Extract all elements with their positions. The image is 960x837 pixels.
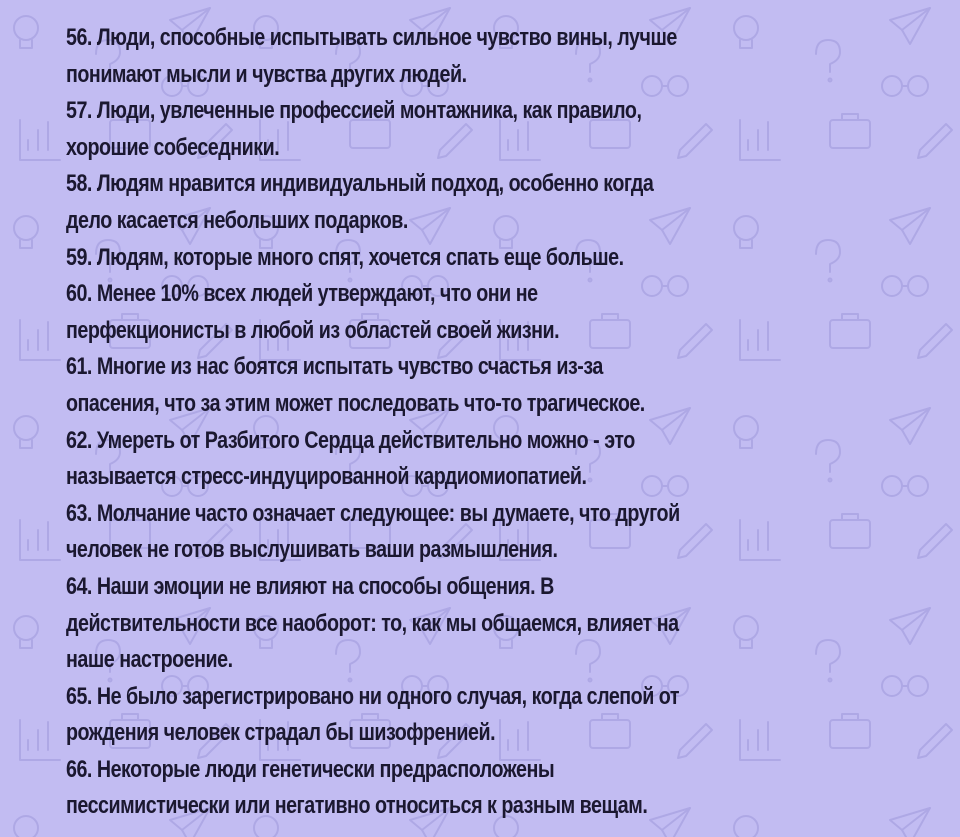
fact-line: дело касается небольших подарков. (66, 206, 408, 234)
fact-paragraph (66, 349, 894, 422)
fact-paragraph (66, 20, 894, 93)
fact-paragraph (66, 569, 894, 679)
fact-paragraph (66, 166, 894, 239)
fact-line: 56. Люди, способные испытывать сильное чувство вины, лучше (66, 24, 677, 51)
fact-line: 59. Людям, которые много спят, хочется спать еще больше. (66, 243, 624, 271)
fact-line: 65. Не было зарегистрировано ни одного случая, когда слепой от (66, 682, 679, 710)
fact-line: 58. Людям нравится индивидуальный подход, особенно когда (66, 170, 654, 198)
fact-paragraph (66, 679, 894, 752)
fact-paragraph (66, 496, 894, 569)
fact-line: наше настроение. (66, 646, 233, 674)
fact-line: понимают мысли и чувства других людей. (66, 60, 467, 88)
fact-line: 60. Менее 10% всех людей утверждают, что они не (66, 280, 538, 308)
fact-line: пессимистически или негативно относиться к разным вещам. (66, 792, 648, 820)
fact-line: перфекционисты в любой из областей своей жизни. (66, 316, 560, 344)
fact-line: 61. Многие из нас боятся испытать чувство счастья из-за (66, 353, 603, 381)
fact-line: хорошие собеседники. (66, 133, 280, 161)
fact-line: действительности все наоборот: то, как мы общаемся, влияет на (66, 609, 679, 637)
fact-paragraph (66, 93, 894, 166)
fact-line: человек не готов выслушивать ваши размышления. (66, 536, 558, 564)
fact-line: 64. Наши эмоции не влияют на способы общения. В (66, 572, 554, 600)
facts-list (66, 20, 896, 825)
fact-line: 57. Люди, увлеченные профессией монтажника, как правило, (66, 97, 642, 125)
fact-line: называется стресс-индуцированной кардиомиопатией. (66, 463, 587, 491)
fact-paragraph (66, 752, 894, 825)
fact-line: опасения, что за этим может последовать что-то трагическое. (66, 389, 645, 417)
fact-paragraph (66, 423, 894, 496)
fact-paragraph (66, 240, 894, 277)
fact-line: рождения человек страдал бы шизофренией. (66, 719, 496, 747)
fact-line: 66. Некоторые люди генетически предрасположены (66, 755, 555, 783)
fact-line: 63. Молчание часто означает следующее: вы думаете, что другой (66, 499, 680, 527)
fact-line: 62. Умереть от Разбитого Сердца действительно можно - это (66, 426, 635, 454)
fact-paragraph (66, 276, 894, 349)
